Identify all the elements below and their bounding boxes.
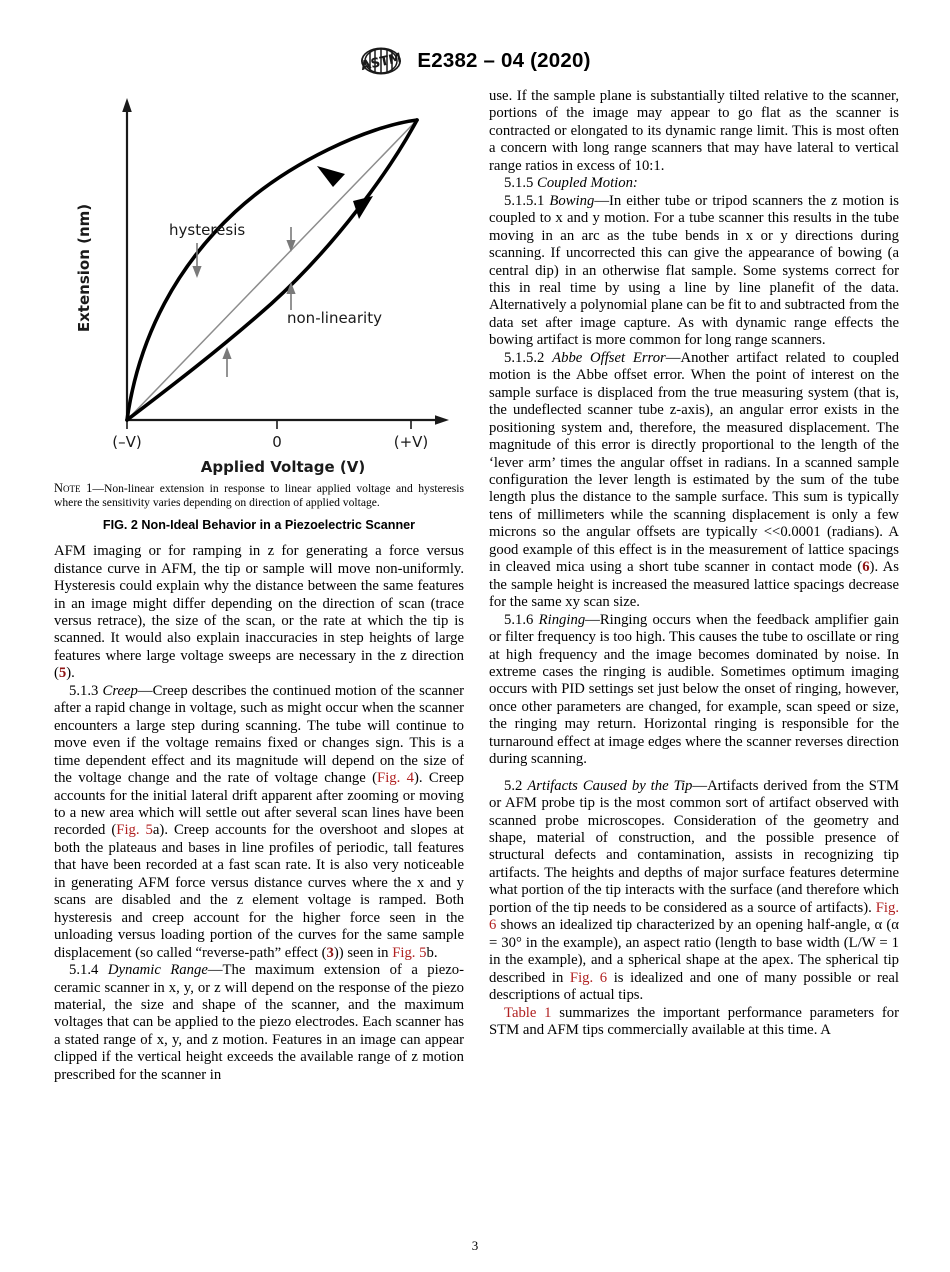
y-axis-title: Extension (nm)	[75, 203, 93, 333]
term-italic: Dynamic Range	[107, 962, 208, 979]
hysteresis-arrowhead	[192, 266, 201, 278]
annotation-hysteresis-label: hysteresis	[169, 221, 246, 239]
p-516-ringing: 5.1.6 Ringing—Ringing occurs when the feedback amplifier gain or filter frequency is too high. This causes the tube to oscillate or ring at high frequency and the image becomes dominated by noise. In extreme cases the ringing is audible. Sometimes optimum imaging occurs with PID settings set just below the onset of ringing, however, once other parameters are changed, for example, scan speed or size, the ringing may return. Horizontal ringing is responsible for the turnaround effect at image edges where the scanner reverses direction during scanning.	[489, 611, 900, 768]
standard-designation: E2382 – 04 (2020)	[417, 49, 591, 72]
cross-reference[interactable]: Fig. 5	[392, 944, 427, 961]
cross-reference[interactable]: Fig. 6	[489, 899, 899, 934]
p-table1: Table 1 summarizes the important performance parameters for STM and AFM tips commercially available at this time. A	[489, 1004, 899, 1039]
term-italic: Coupled Motion:	[537, 175, 638, 192]
astm-logo-icon	[359, 46, 403, 76]
p-5152-abbe-offset-error: 5.1.5.2 Abbe Offset Error—Another artifact related to coupled motion is the Abbe offset error. When the point of interest on the sample surface is displaced from the true measuring system (that is, the undeflected scanner tube z-axis), an angular error exists in the positioning system and, therefore, the measured displacement. The magnitude of this error is directly proportional to the length of the ‘lever arm’ times the angular offset in radians. In a scanned sample configuration the lever length is estimated by the sum of the tube length plus the distance to the sample surface. This sum is typically tens of millimeters while the scanning displacement is only a few microns so the angular offsets are typically <<0.0001 (radians). A good example of this effect is in the measurement of lattice spacings in cleaved mica using a short tube scanner in contact mode (6). As the sample height is increased the measured lattice spacings decrease for the same xy scan size.	[489, 349, 900, 611]
annotation-nonlinearity-label: non-linearity	[287, 309, 382, 327]
piezo-hysteresis-plot	[59, 88, 459, 476]
cross-reference[interactable]: 3	[326, 944, 334, 961]
plot-axes	[127, 108, 439, 420]
p-52-artifacts-tip: 5.2 Artifacts Caused by the Tip—Artifacts derived from the STM or AFM probe tip is the most common sort of artifact observed with scanned probe microscopes. Consideration of the geometry and shape, material of construction, and the possible presence of structural defects and contamination, assists in recognizing tip artifacts. The heights and depths of major surface features determine what portion of the tip interacts with the surface (and therefore which portion of the tip needs to be considered as a source of artifacts). Fig. 6 shows an idealized tip characterized by an opening half-angle, α (α = 30° in the example), an aspect ratio (length to base width (L/W = 1 in the example), and a spherical shape at the apex. The spherical tip described in Fig. 6 is idealized and one of many possible or real descriptions of actual tips.	[489, 777, 900, 1004]
nonlinearity-arrowhead-lower	[222, 347, 231, 359]
upper-branch-arrowhead	[317, 166, 345, 187]
two-column-body	[54, 88, 899, 1208]
term-italic: Ringing	[538, 611, 586, 628]
x-axis-ticks	[127, 420, 411, 429]
term-italic: Abbe Offset Error	[552, 349, 666, 366]
page-header	[0, 46, 950, 76]
figure-note-text: —Non-linear extension in response to linear applied voltage and hysteresis where the sensitivity varies depending on direction of applied voltage.	[54, 482, 464, 509]
left-column-text	[54, 543, 464, 1084]
p-afm-imaging: AFM imaging or for ramping in z for generating a force versus distance curve in AFM, the tip or sample will move non-uniformly. Hysteresis could explain why the distance between the same features in an image might differ depending on the direction of scan (trace versus retrace), the size of the scan, or the rate at which the tip is scanned. It would also explain inaccuracies in step heights of large features where large voltage sweeps are necessary in the z direction (5).	[54, 543, 464, 682]
figure-2	[54, 88, 464, 533]
figure-caption: FIG. 2 Non-Ideal Behavior in a Piezoelectric Scanner	[102, 518, 416, 533]
cross-reference[interactable]: Table 1	[504, 1004, 552, 1021]
term-italic: Creep	[102, 682, 138, 699]
cross-reference[interactable]: 6	[862, 559, 870, 576]
figure-note-label: Note 1	[54, 481, 93, 495]
cross-reference[interactable]: Fig. 6	[569, 969, 608, 986]
cross-reference[interactable]: 5	[58, 665, 67, 682]
p-513-creep: 5.1.3 Creep—Creep describes the continued motion of the scanner after a rapid change in voltage, such as might occur when the scanner encounters a large step during scanning. The tube will continue to move even if the voltage remains fixed or changes sign. This is a time dependent effect and its magnitude will depend on the size of the voltage change and the rate of voltage change (Fig. 4). Creep accounts for the initial lateral drift apparent after zooming or moving to a new area which will settle out after several scan lines have been recorded (Fig. 5a). Creep accounts for the overshoot and slopes at both the plateaus and bases in line profiles of periodic, tall features that have been recorded at a fast scan rate. It is also very noticeable in generating AFM force versus distance curves where the x and y scans are disabled and the z element voltage is ramped. Both hysteresis and creep account for the higher force seen in the unloading versus loading portion of the curves for the same sample displacement (so called “reverse-path” effect (3)) seen in Fig. 5b.	[54, 682, 465, 961]
p-5151-bowing: 5.1.5.1 Bowing—In either tube or tripod scanners the z motion is coupled to x and y motion. For a tube scanner this results in the tube moving in an arc as the tube bends in x or y directions during scanning. If uncorrected this can give the appearance of bowing (a central dip) in an otherwise flat sample. Some systems correct for this in real time by using a line by line planefit of the data. Alternatively a polynomial plane can be fit to and subtracted from the data set after image capture. As with dynamic range effects the bowing artifact is more common for long range scanners.	[489, 192, 899, 349]
right-column-text	[489, 88, 899, 1039]
x-tick-label-zero: 0	[272, 433, 282, 451]
x-axis-arrowhead	[435, 415, 449, 425]
figure-note	[54, 482, 464, 509]
cross-reference[interactable]: Fig. 5	[116, 822, 153, 839]
x-tick-label-min: (–V)	[112, 433, 142, 451]
right-column	[489, 88, 899, 1039]
p-use-continued: use. If the sample plane is substantially tilted relative to the scanner, portions of the image may appear to go flat as the scanner is contracted or elongated to its dynamic range limit. This is most often a concern with long range scanners that may have lateral to vertical range ratios in excess of 10:1.	[489, 88, 899, 174]
cross-reference[interactable]: Fig. 4	[377, 770, 415, 787]
left-column	[54, 88, 464, 1084]
y-axis-arrowhead	[122, 98, 132, 112]
term-italic: Bowing	[549, 192, 595, 209]
x-tick-label-max: (+V)	[393, 433, 429, 451]
page-number: 3	[471, 1238, 479, 1253]
ideal-linear-response-line	[127, 120, 417, 420]
term-italic: Artifacts Caused by the Tip	[527, 777, 693, 794]
lower-branch-arrowhead	[353, 196, 373, 219]
x-axis-title: Applied Voltage (V)	[200, 458, 366, 476]
p-515-coupled-motion: 5.1.5 Coupled Motion:	[504, 175, 638, 192]
p-514-dynamic-range: 5.1.4 Dynamic Range—The maximum extension of a piezo-ceramic scanner in x, y, or z will depend on the response of the piezo material, the size and shape of the scanner, and the maximum voltages that can be applied to the piezo electrodes. Each scanner has a stated range of x, y, and z motion. Features in an image can appear clipped if the vertical height exceeds the available range of z motion prescribed for the scanner in	[54, 962, 465, 1083]
svg-text:ASTM: ASTM	[359, 50, 404, 75]
